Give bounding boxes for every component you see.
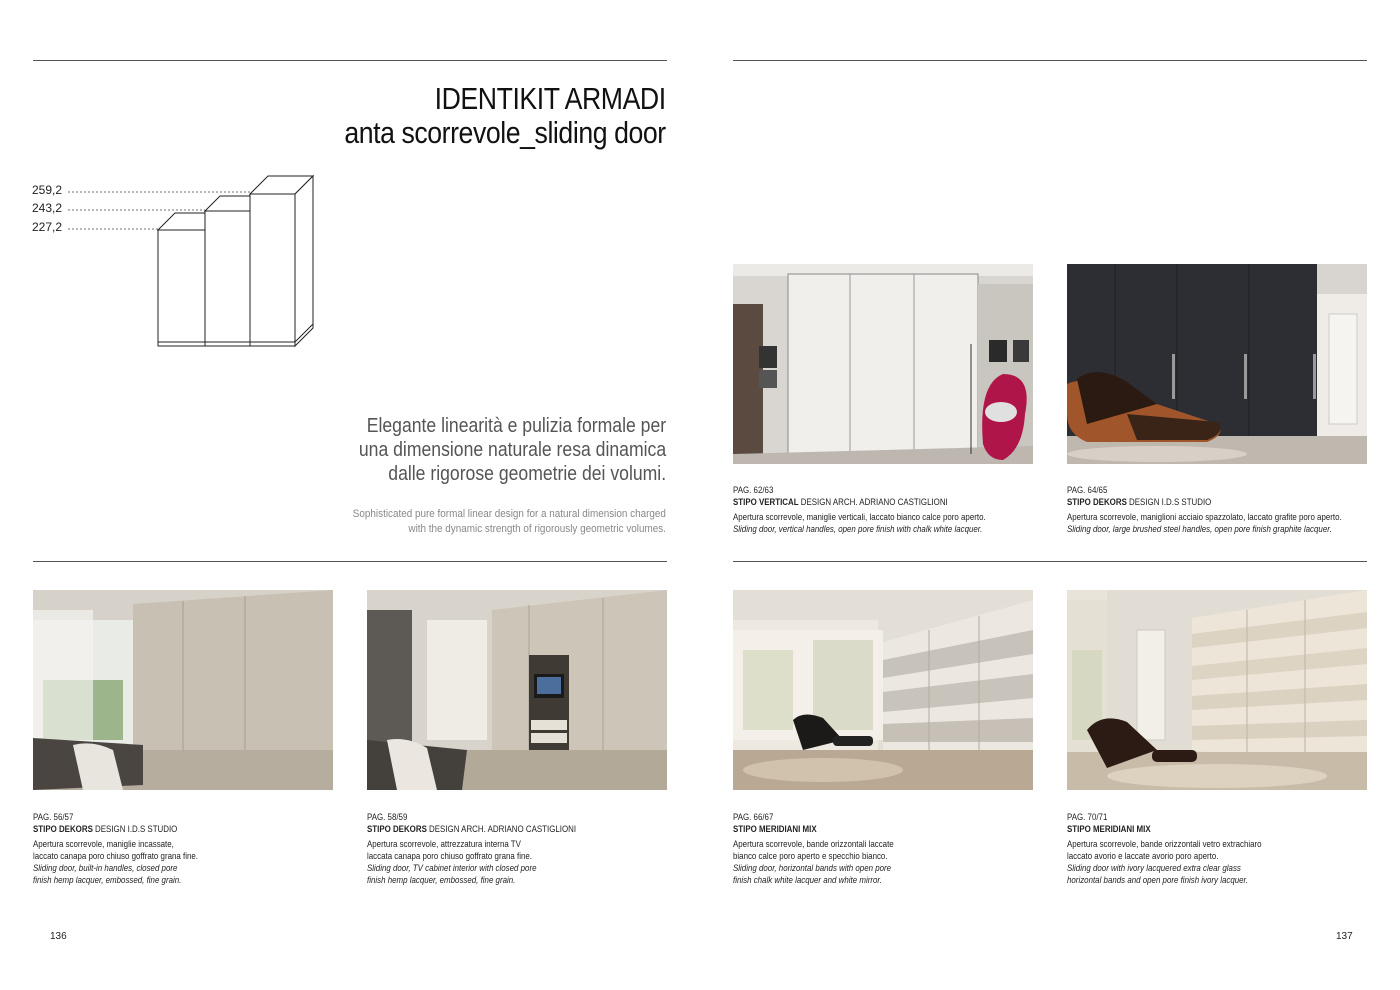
caption-desc-en-line: Sliding door, large brushed steel handles, open pore finish graphite lacquer.: [1067, 524, 1332, 534]
caption-page-ref: PAG. 64/65: [1067, 485, 1108, 495]
caption-desc-it-line: Apertura scorrevole, bande orizzontali vetro extrachiaro: [1067, 839, 1262, 849]
caption-product-name: STIPO DEKORS: [1067, 497, 1127, 507]
photo-stipo-dekors-hemp: [33, 590, 333, 790]
caption-desc-en-line: finish chalk white lacquer and white mirror.: [733, 875, 882, 885]
caption-page-ref: PAG. 62/63: [733, 485, 774, 495]
lead-line-3: dalle rigorose geometrie dei volumi.: [388, 463, 666, 485]
photo-stipo-dekors-tv: [367, 590, 667, 790]
caption-desc-en-line: Sliding door with ivory lacquered extra clear glass: [1067, 863, 1241, 873]
caption-product-name: STIPO MERIDIANI MIX: [1067, 824, 1151, 834]
caption-designer: DESIGN ARCH. ADRIANO CASTIGLIONI: [426, 824, 577, 834]
caption-desc-en-line: finish hemp lacquer, embossed, fine grain.: [367, 875, 516, 885]
mid-rule-left: [33, 561, 667, 562]
caption-desc-en-line: Sliding door, TV cabinet interior with closed pore: [367, 863, 537, 873]
caption-heading: [733, 823, 1032, 835]
caption-description: [367, 838, 666, 886]
top-rule-left: [33, 60, 667, 61]
caption-desc-it-line: Apertura scorrevole, attrezzatura interna TV: [367, 839, 521, 849]
caption-product-name: STIPO MERIDIANI MIX: [733, 824, 817, 834]
photo-stipo-dekors-graphite: [1067, 264, 1367, 464]
caption-desc-en-line: horizontal bands and open pore finish ivory lacquer.: [1067, 875, 1249, 885]
caption-desc-it-line: laccata canapa poro chiuso goffrato grana fine.: [367, 851, 532, 861]
caption-description: [1067, 511, 1366, 535]
caption-desc-en-line: finish hemp lacquer, embossed, fine grain.: [33, 875, 182, 885]
caption-page-ref: PAG. 56/57: [33, 812, 74, 822]
caption-page-ref: PAG. 70/71: [1067, 812, 1108, 822]
page-number-left: 136: [50, 931, 67, 942]
caption-heading: [1067, 823, 1366, 835]
caption-heading: [1067, 496, 1366, 508]
caption-product-5: [733, 811, 1033, 886]
caption-desc-en-line: Sliding door, vertical handles, open pore finish with chalk white lacquer.: [733, 524, 983, 534]
page-number-right: 137: [1336, 931, 1353, 942]
caption-heading: [367, 823, 666, 835]
photo-stipo-meridiani-ivory: [1067, 590, 1367, 790]
height-label-3: 227,2: [32, 220, 63, 234]
caption-desc-it-line: Apertura scorrevole, maniglie incassate,: [33, 839, 174, 849]
caption-description: [733, 511, 1032, 535]
caption-product-3: [33, 811, 333, 886]
page-title: [345, 82, 666, 150]
caption-product-4: [367, 811, 667, 886]
caption-page-ref: PAG. 66/67: [733, 812, 774, 822]
lead-text-italian: [359, 414, 666, 486]
lead-en-line-1: Sophisticated pure formal linear design for a natural dimension charged: [352, 508, 666, 520]
photo-stipo-vertical: [733, 264, 1033, 464]
caption-description: [1067, 838, 1366, 886]
caption-desc-it-line: Apertura scorrevole, bande orizzontali laccate: [733, 839, 894, 849]
caption-heading: [33, 823, 332, 835]
top-rule-right: [733, 60, 1367, 61]
caption-desc-en-line: Sliding door, built-in handles, closed pore: [33, 863, 178, 873]
caption-desc-it-line: laccato avorio e laccate avorio poro aperto.: [1067, 851, 1219, 861]
lead-text-english: [353, 507, 666, 537]
caption-desc-en-line: Sliding door, horizontal bands with open pore: [733, 863, 892, 873]
caption-desc-it-line: Apertura scorrevole, maniglioni acciaio spazzolato, laccato grafite poro aperto.: [1067, 512, 1342, 522]
height-label-1: 259,2: [32, 183, 63, 197]
caption-designer: DESIGN I.D.S STUDIO: [1126, 497, 1212, 507]
caption-heading: [733, 496, 1032, 508]
caption-product-1: [733, 484, 1033, 535]
lead-en-line-2: with the dynamic strength of rigorously geometric volumes.: [408, 523, 666, 535]
caption-desc-it-line: bianco calce poro aperto e specchio bianco.: [733, 851, 888, 861]
caption-desc-it-line: laccato canapa poro chiuso goffrato grana fine.: [33, 851, 198, 861]
caption-designer: DESIGN I.D.S STUDIO: [92, 824, 178, 834]
caption-product-name: STIPO DEKORS: [33, 824, 93, 834]
caption-description: [733, 838, 1032, 886]
caption-description: [33, 838, 332, 886]
wardrobe-height-diagram: [30, 170, 330, 360]
caption-product-name: STIPO VERTICAL: [733, 497, 799, 507]
caption-page-ref: PAG. 58/59: [367, 812, 408, 822]
mid-rule-right: [733, 561, 1367, 562]
caption-product-name: STIPO DEKORS: [367, 824, 427, 834]
caption-product-2: [1067, 484, 1367, 535]
title-line-2: anta scorrevole_sliding door: [344, 115, 666, 150]
caption-product-6: [1067, 811, 1367, 886]
caption-designer: DESIGN ARCH. ADRIANO CASTIGLIONI: [798, 497, 948, 507]
lead-line-2: una dimensione naturale resa dinamica: [358, 439, 666, 461]
title-line-1: IDENTIKIT ARMADI: [434, 81, 666, 116]
height-label-2: 243,2: [32, 201, 63, 215]
photo-stipo-meridiani-white: [733, 590, 1033, 790]
caption-desc-it-line: Apertura scorrevole, maniglie verticali, laccato bianco calce poro aperto.: [733, 512, 986, 522]
lead-line-1: Elegante linearità e pulizia formale per: [366, 415, 666, 437]
